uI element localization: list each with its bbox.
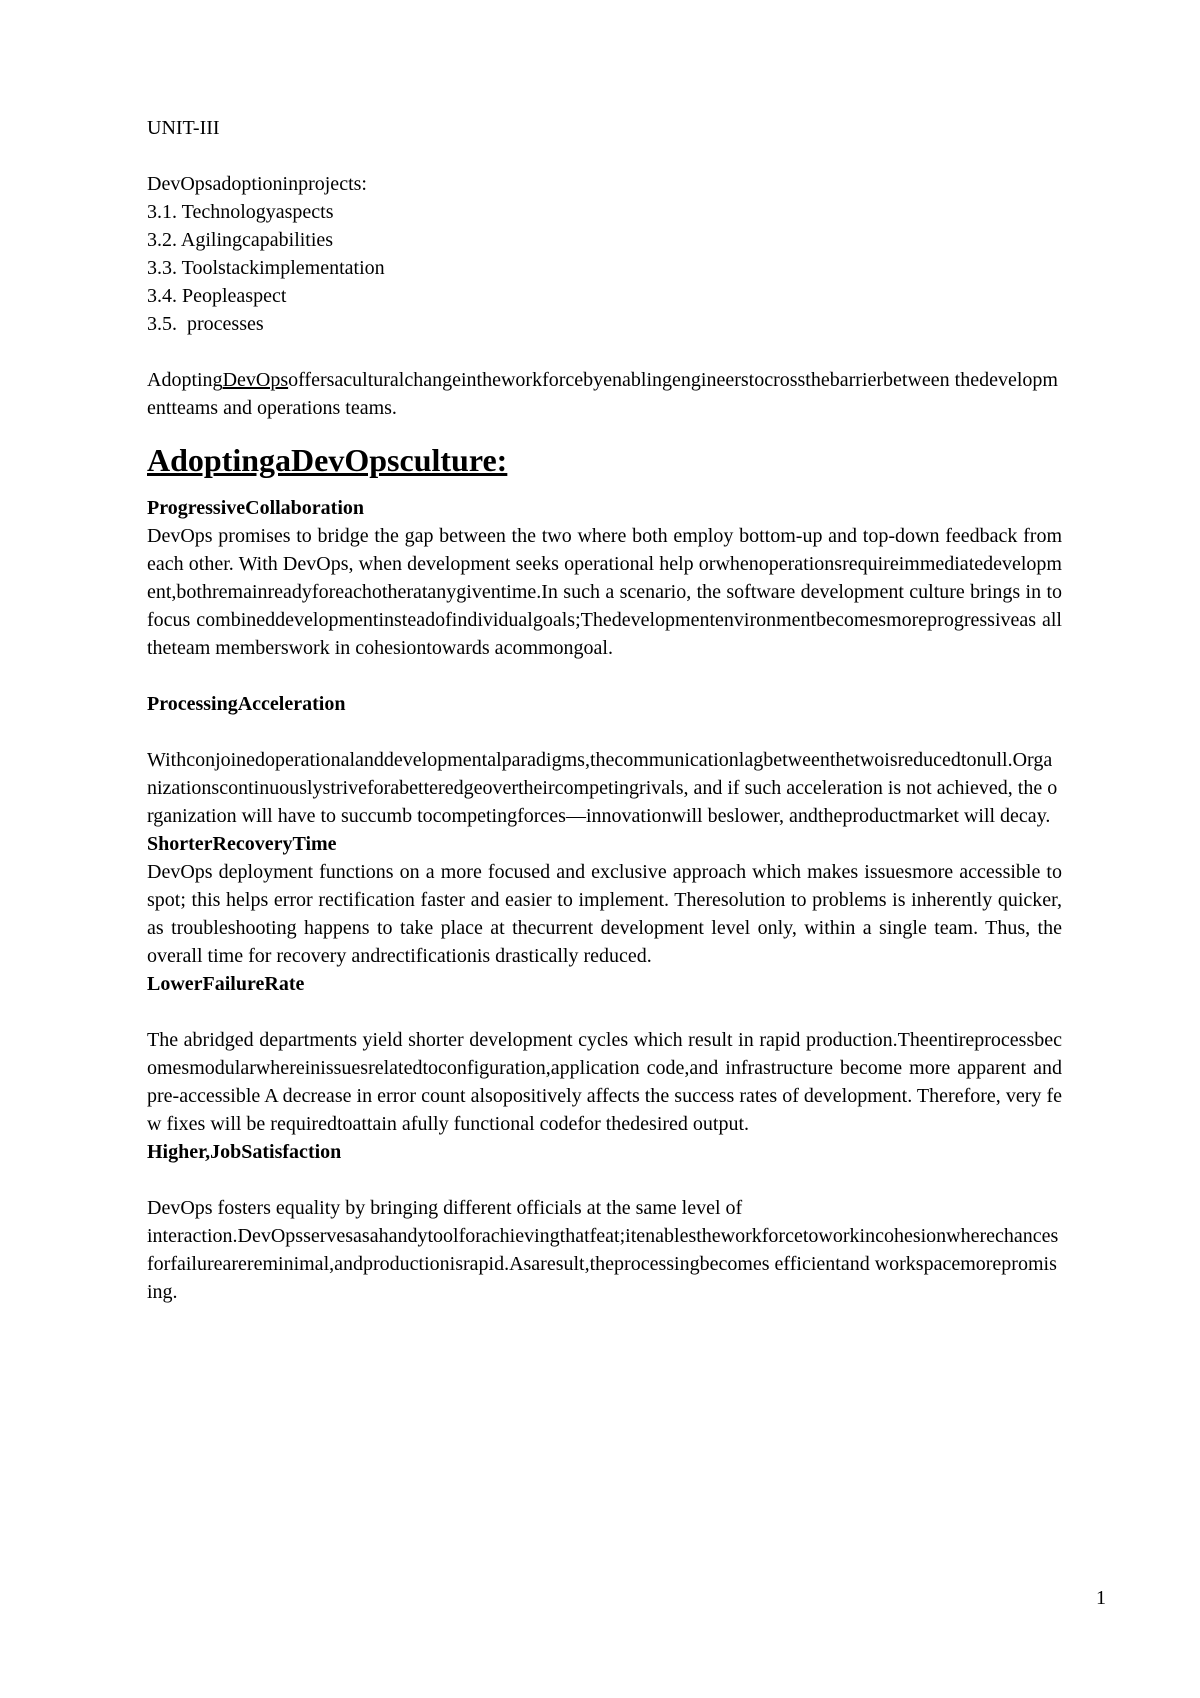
intro-paragraph <box>147 366 1062 422</box>
section-body: DevOps promises to bridge the gap between the two where both employ bottom-up and top-down feedback from each other. With DevOps, when development seeks operational help orwhenoperationsrequireimmediatedevelopment,bothremainreadyforeachotheratanygiventime.In such a scenario, the software development culture brings in to focus combineddevelopmentinsteadofindividualgoals;Thedevelopmentenvironmentbecomesmoreprogressiveas alltheteam memberswork in cohesiontowards acommongoal. <box>147 525 1062 659</box>
intro-suffix: offersaculturalchangeintheworkforcebyenablingengineerstocrossthebarrierbetween thedevelopmentteams and operations teams. <box>147 369 1058 419</box>
page-number: 1 <box>1096 1587 1106 1609</box>
section-higher-job-satisfaction <box>147 1138 1062 1306</box>
toc-item: 3.5. processes <box>147 313 264 335</box>
section-body-first-line: DevOps fosters equality by bringing different officials at the same level of <box>147 1197 743 1219</box>
section-body: DevOps deployment functions on a more focused and exclusive approach which makes issuesmore accessible to spot; this helps error rectification faster and easier to implement. Theresolution to problems is inherently quicker, as troubleshooting happens to take place at thecurrent development level only, within a single team. Thus, the overall time for recovery andrectificationis drastically reduced. <box>147 861 1062 967</box>
section-heading: LowerFailureRate <box>147 973 305 995</box>
section-body: Withconjoinedoperationalanddevelopmentalparadigms,thecommunicationlagbetweenthetwoisreducedtonull.Organizationscontinuouslystriveforabetteredgeovertheircompetingrivals, and if such acceleration is not achieved, the organization will have to succumb tocompetingforces—innovationwill beslower, andtheproductmarket will decay. <box>147 749 1058 827</box>
section-heading: Higher,JobSatisfaction <box>147 1141 342 1163</box>
toc-title: DevOpsadoptioninprojects: <box>147 173 367 195</box>
section-heading: ShorterRecoveryTime <box>147 833 337 855</box>
section-title: AdoptingaDevOpsculture: <box>147 442 508 478</box>
toc <box>147 170 1062 338</box>
section-lower-failure-rate <box>147 970 1062 1138</box>
section-body: The abridged departments yield shorter development cycles which result in rapid production.Theentireprocessbecomesmodularwhereinissuesrelatedtoconfiguration,application code,and infrastructure become more apparent and pre-accessible A decrease in error count alsopositively affects the success rates of development. Therefore, very few fixes will be requiredtoattain afully functional codefor thedesired output. <box>147 1029 1062 1135</box>
intro-prefix: Adopting <box>147 369 223 391</box>
section-body: interaction.DevOpsservesasahandytoolforachievingthatfeat;itenablestheworkforcetoworkincohesionwherechancesforfailurearereminimal,andproductionisrapid.Asaresult,theprocessingbecomes efficientand workspacemorepromising. <box>147 1225 1059 1303</box>
toc-item: 3.4. Peopleaspect <box>147 285 287 307</box>
toc-item: 3.1. Technologyaspects <box>147 201 334 223</box>
toc-item: 3.3. Toolstackimplementation <box>147 257 385 279</box>
section-heading: ProgressiveCollaboration <box>147 497 365 519</box>
section-progressive-collaboration <box>147 494 1062 662</box>
section-processing-acceleration <box>147 690 1062 830</box>
devops-link[interactable]: DevOps <box>222 369 289 391</box>
toc-item: 3.2. Agilingcapabilities <box>147 229 334 251</box>
page-content <box>147 114 1062 1306</box>
section-heading: ProcessingAcceleration <box>147 693 346 715</box>
unit-label: UNIT-III <box>147 117 220 139</box>
section-shorter-recovery-time <box>147 830 1062 970</box>
